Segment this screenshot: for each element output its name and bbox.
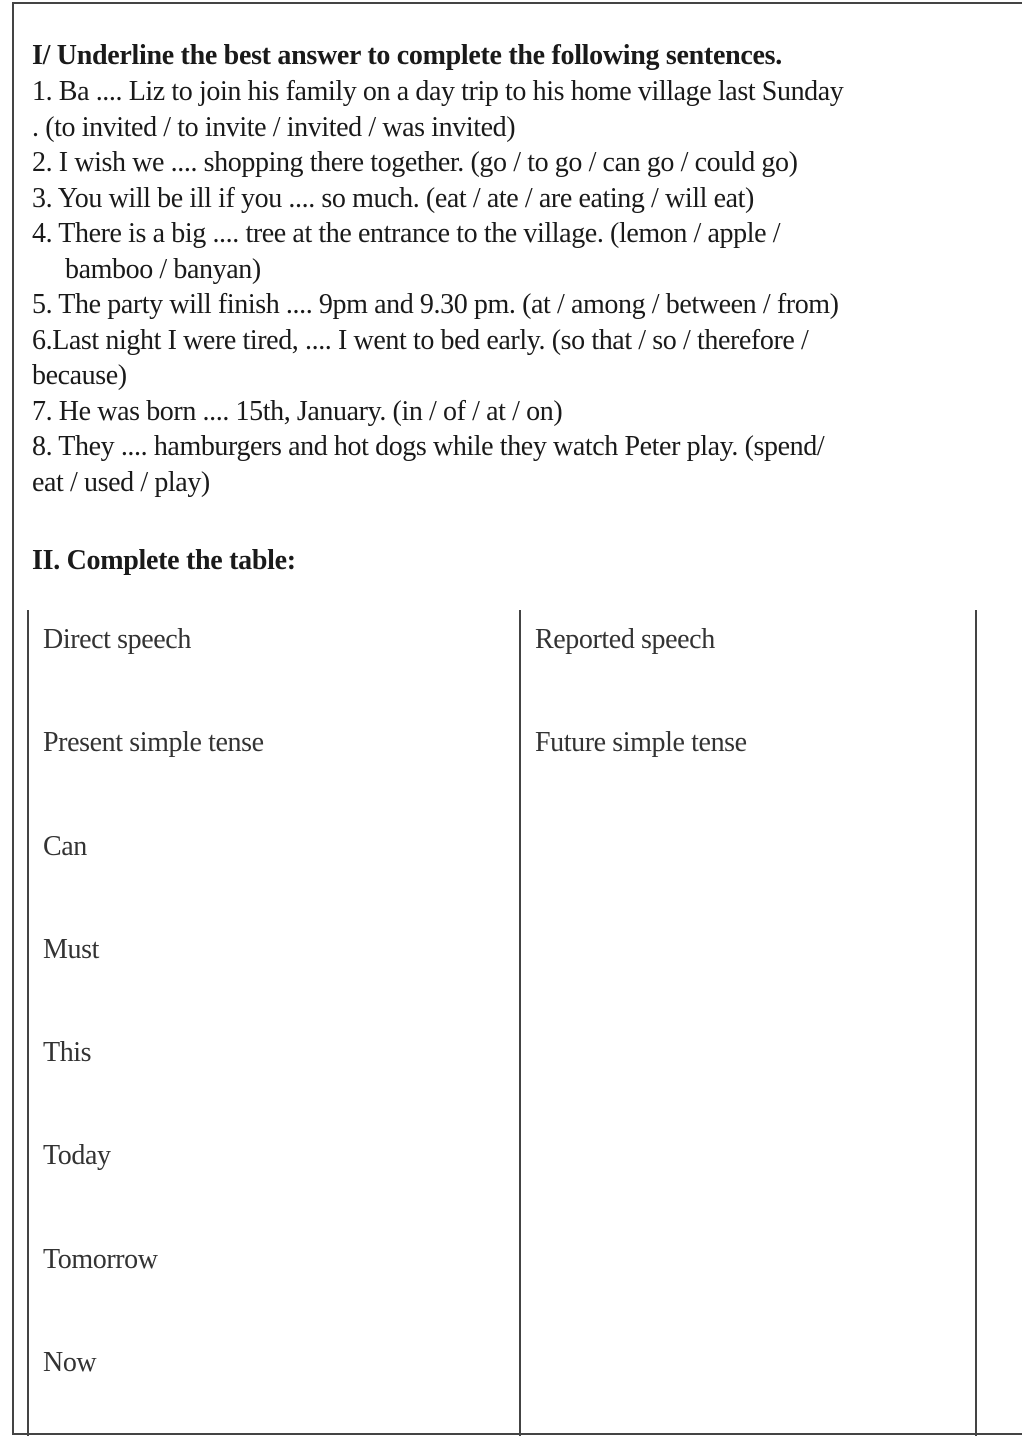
- table-row: [28, 817, 976, 920]
- table-row: [28, 610, 976, 713]
- question-1-continued: . (to invited / to invite / invited / was invited): [32, 111, 516, 143]
- table-cell-direct: Must: [28, 920, 520, 1023]
- table-cell-direct: Tomorrow: [28, 1230, 520, 1333]
- section-1: [32, 38, 1012, 500]
- table-cell-direct-header: Direct speech: [28, 610, 520, 713]
- section-1-title: I/ Underline the best answer to complete the following sentences.: [32, 40, 782, 71]
- table-cell-reported[interactable]: [520, 817, 976, 920]
- table-cell-direct: Now: [28, 1333, 520, 1436]
- table-cell-reported[interactable]: [520, 1023, 976, 1126]
- question-4-continued: bamboo / banyan): [65, 253, 261, 285]
- speech-table: [27, 610, 977, 1436]
- table-row: [28, 713, 976, 816]
- question-4: 4. There is a big .... tree at the entrance to the village. (lemon / apple /: [32, 218, 781, 249]
- table-cell-reported-header: Reported speech: [520, 610, 976, 713]
- table-cell-reported[interactable]: [520, 1333, 976, 1436]
- table-cell-reported[interactable]: [520, 1126, 976, 1229]
- table-cell-direct: This: [28, 1023, 520, 1126]
- table-cell-reported: Future simple tense: [520, 713, 976, 816]
- question-8: 8. They .... hamburgers and hot dogs while they watch Peter play. (spend/: [32, 431, 825, 462]
- question-2: 2. I wish we .... shopping there together. (go / to go / can go / could go): [32, 147, 798, 178]
- table-row: [28, 1230, 976, 1333]
- section-2-title: II. Complete the table:: [32, 545, 296, 576]
- table-cell-direct: Today: [28, 1126, 520, 1229]
- question-5: 5. The party will finish .... 9pm and 9.30 pm. (at / among / between / from): [32, 289, 839, 320]
- table-cell-reported[interactable]: [520, 1230, 976, 1333]
- table-cell-direct: Present simple tense: [28, 713, 520, 816]
- question-8-continued: eat / used / play): [32, 466, 210, 498]
- question-7: 7. He was born .... 15th, January. (in / of / at / on): [32, 395, 563, 427]
- table-row: [28, 1023, 976, 1126]
- question-3: 3. You will be ill if you .... so much. (eat / ate / are eating / will eat): [32, 182, 754, 214]
- table-row: [28, 920, 976, 1023]
- question-6-continued: because): [32, 360, 127, 391]
- table-cell-direct: Can: [28, 817, 520, 920]
- question-6: 6.Last night I were tired, .... I went to bed early. (so that / so / therefore /: [32, 324, 809, 356]
- table-cell-reported[interactable]: [520, 920, 976, 1023]
- table-row: [28, 1333, 976, 1436]
- question-1: 1. Ba .... Liz to join his family on a day trip to his home village last Sunday: [32, 76, 844, 107]
- table-row: [28, 1126, 976, 1229]
